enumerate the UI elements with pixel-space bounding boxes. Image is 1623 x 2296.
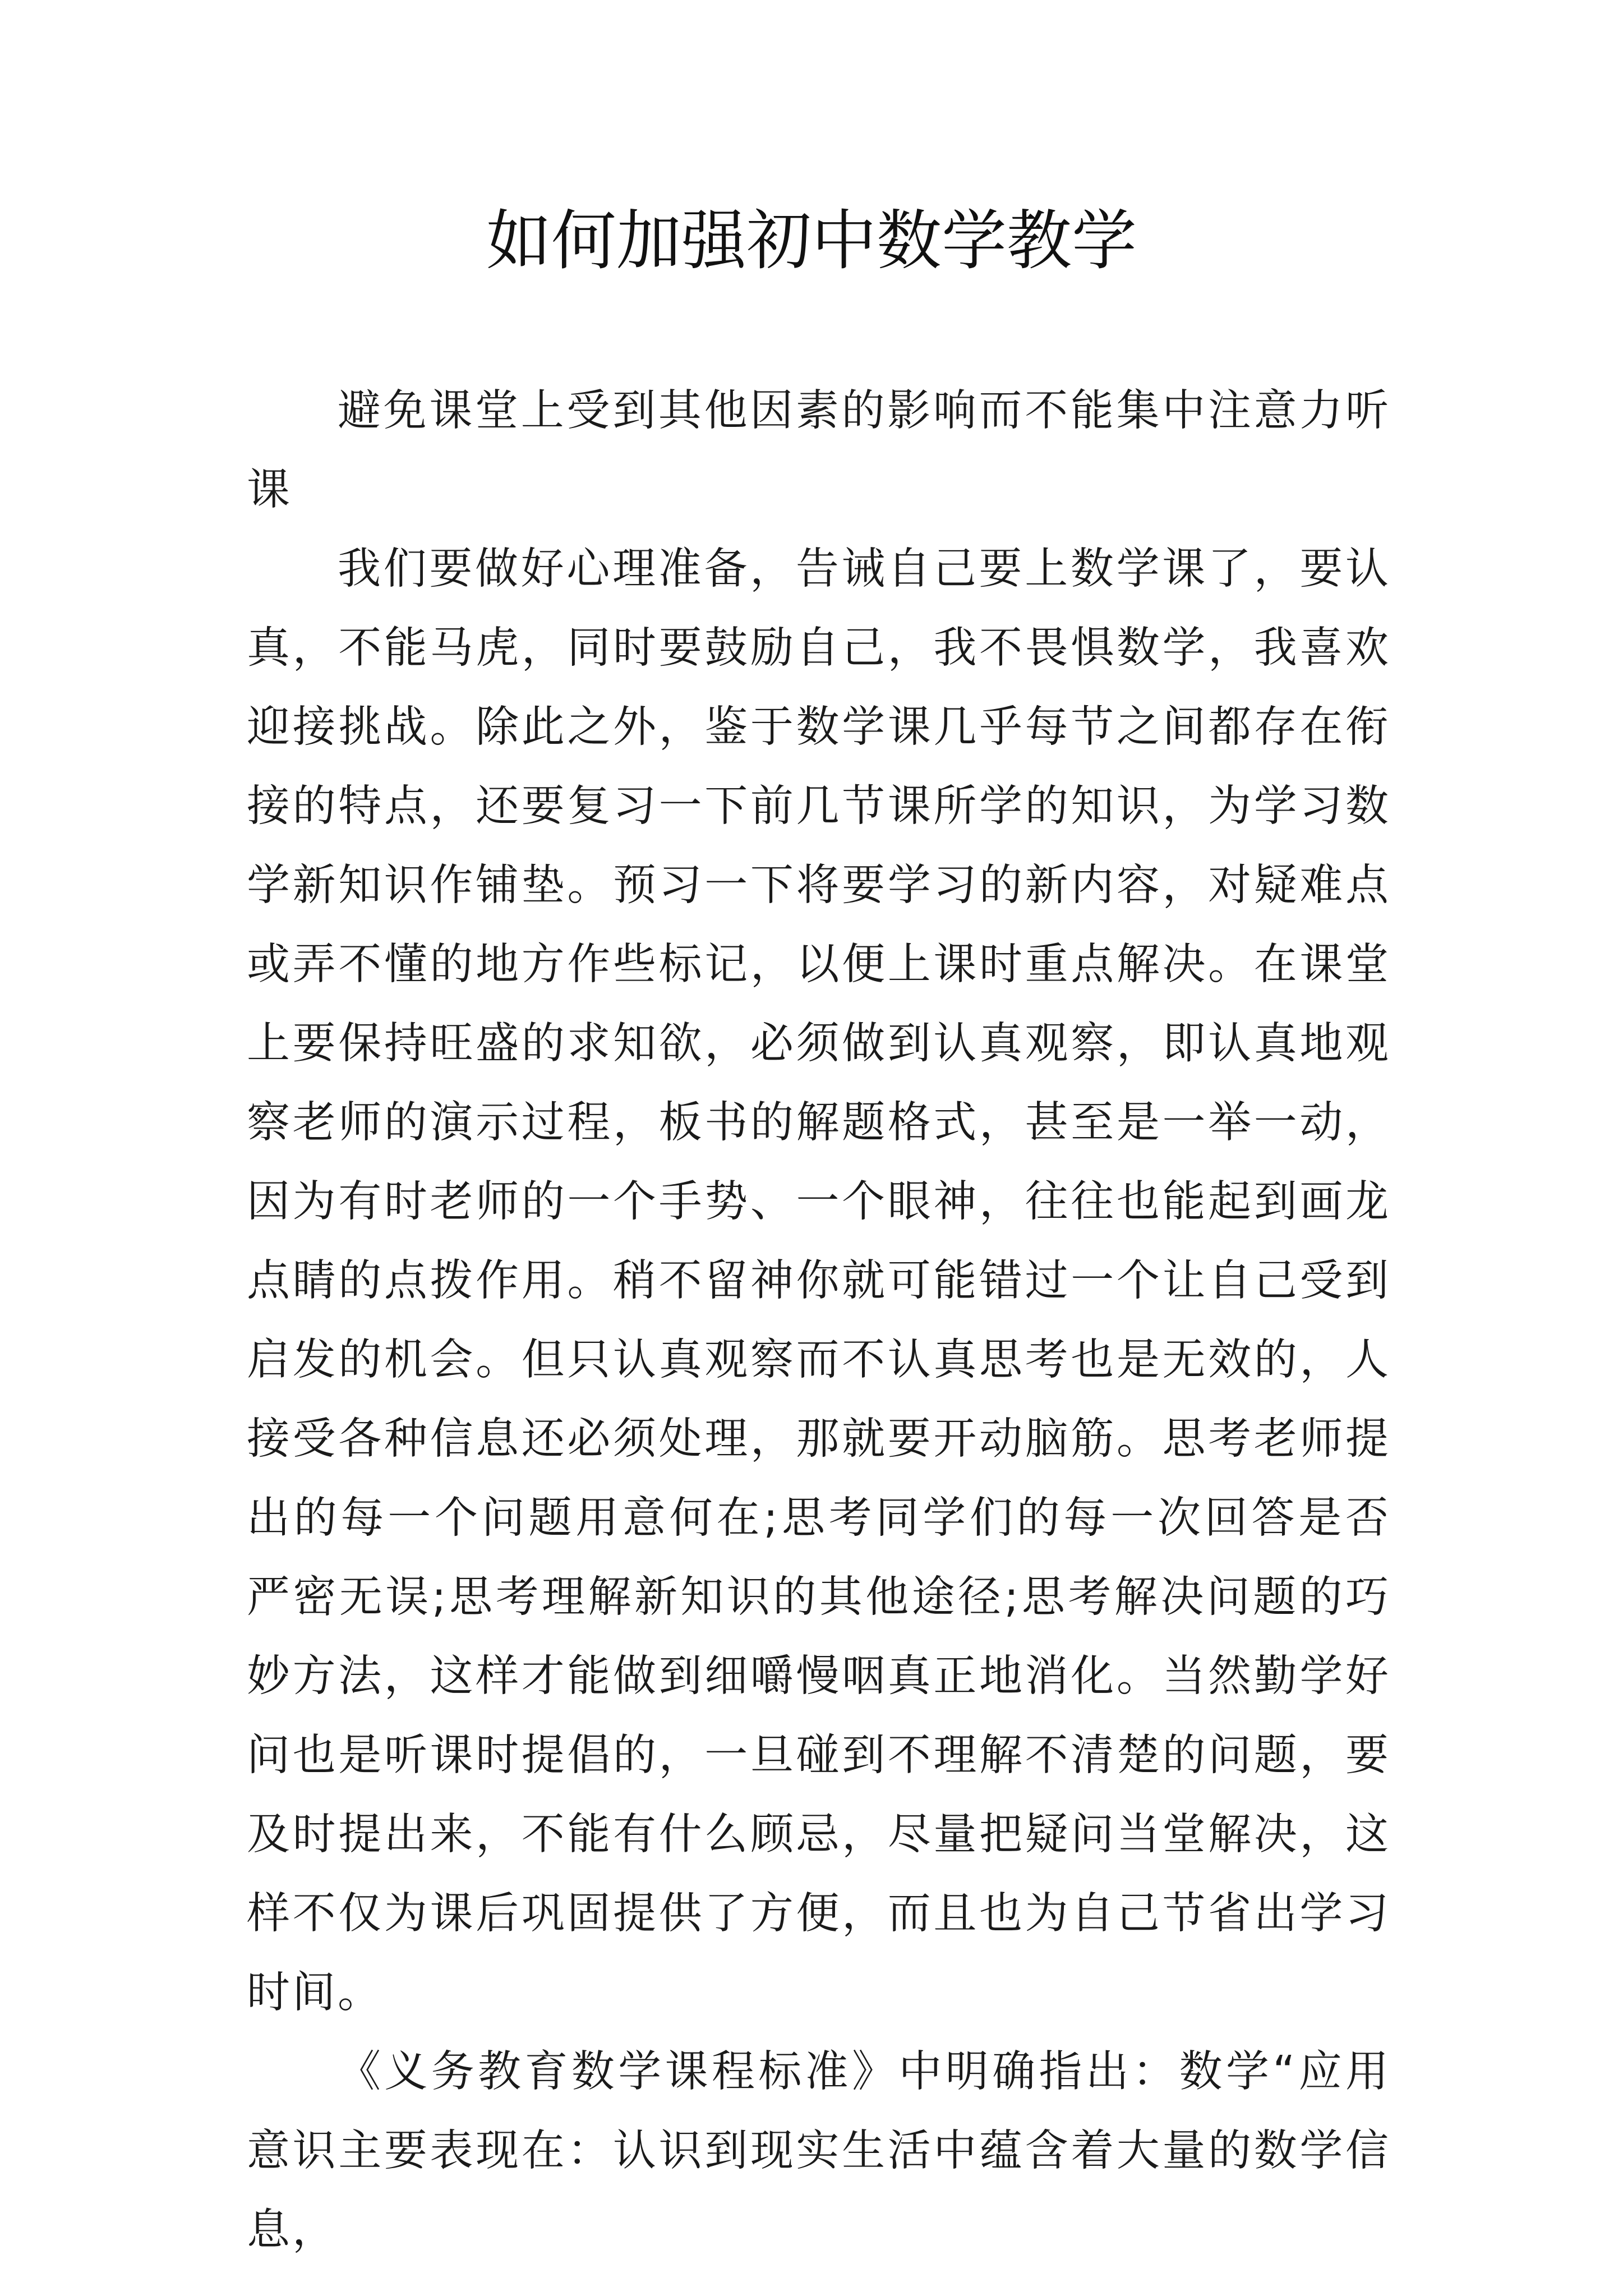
paragraph-1: 避免课堂上受到其他因素的影响而不能集中注意力听课 [247,386,1391,515]
document-body [247,371,1391,2270]
paragraph-2: 我们要做好心理准备，告诫自己要上数学课了，要认真，不能马虎，同时要鼓励自己，我不畏惧数学，我喜欢迎接挑战。除此之外，鉴于数学课几乎每节之间都存在衔接的特点，还要复习一下前几节课所学的知识，为学习数学新知识作铺垫。预习一下将要学习的新内容，对疑难点或弄不懂的地方作些标记，以便上课时重点解决。在课堂上要保持旺盛的求知欲，必须做到认真观察，即认真地观察老师的演示过程，板书的解题格式，甚至是一举一动，因为有时老师的一个手势、一个眼神，往往也能起到画龙点睛的点拨作用。稍不留神你就可能错过一个让自己受到启发的机会。但只认真观察而不认真思考也是无效的，人接受各种信息还必须处理，那就要开动脑筋。思考老师提出的每一个问题用意何在;思考同学们的每一次回答是否严密无误;思考理解新知识的其他途径;思考解决问题的巧妙方法，这样才能做到细嚼慢咽真正地消化。当然勤学好问也是听课时提倡的，一旦碰到不理解不清楚的问题，要及时提出来，不能有什么顾忌，尽量把疑问当堂解决，这样不仅为课后巩固提供了方便，而且也为自己节省出学习时间。 [247,544,1391,2018]
paragraph-3: 《义务教育数学课程标准》中明确指出：数学“应用意识主要表现在：认识到现实生活中蕴含着大量的数学信息， [247,2047,1391,2255]
document-title: 如何加强初中数学教学 [486,203,1137,279]
